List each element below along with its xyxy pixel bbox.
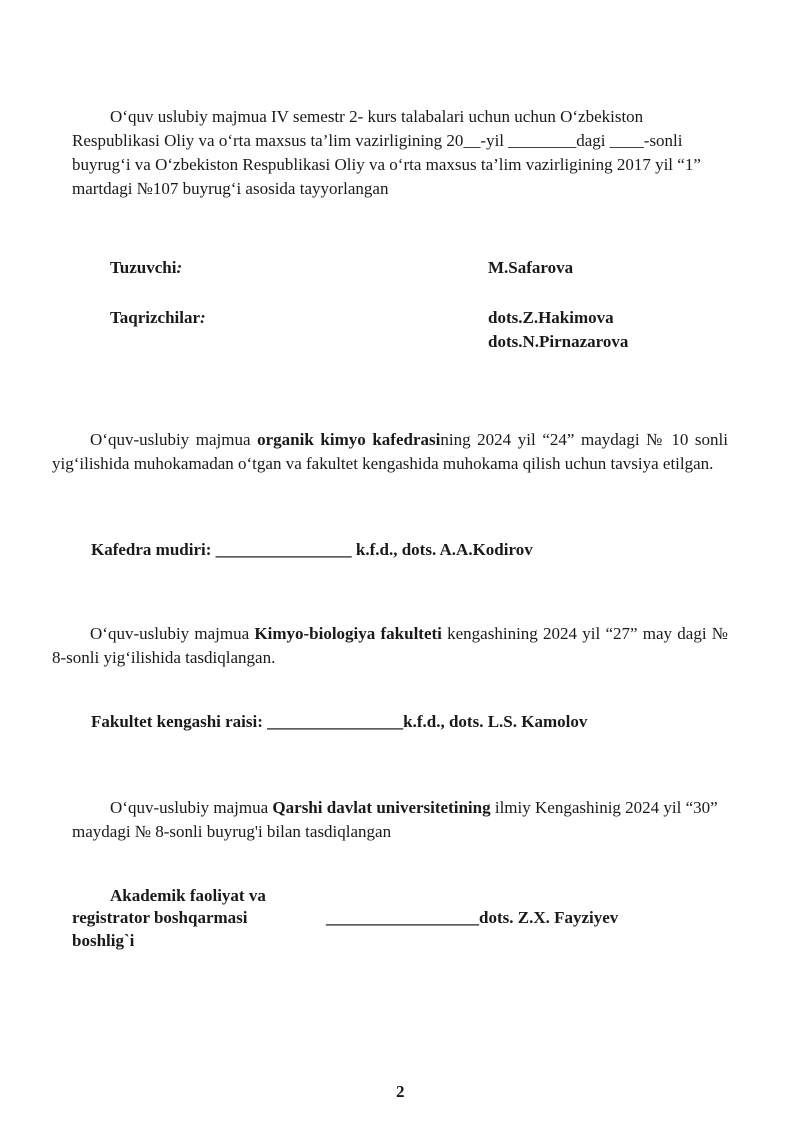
faculty-text-before: O‘quv-uslubiy majmua bbox=[90, 624, 255, 643]
reviewer-name-1: dots.Z.Hakimova bbox=[488, 308, 614, 327]
intro-paragraph bbox=[72, 105, 728, 201]
department-text-before: O‘quv-uslubiy majmua bbox=[90, 430, 258, 449]
university-name: Qarshi davlat universitetining bbox=[272, 798, 491, 817]
department-head-label: Kafedra mudiri: bbox=[91, 540, 216, 559]
academic-head-title-2: registrator boshqarmasi bbox=[72, 908, 248, 927]
department-paragraph bbox=[52, 428, 728, 476]
faculty-text-after: kengashining 2024 yil “27” may dagi № 8-sonli yig‘ilishida tasdiqlangan. bbox=[52, 624, 728, 667]
faculty-head-name: k.f.d., dots. L.S. Kamolov bbox=[403, 712, 588, 731]
compiler-label-block bbox=[110, 256, 182, 280]
page-number: 2 bbox=[396, 1082, 405, 1101]
faculty-head-line bbox=[91, 710, 587, 734]
compiler-colon: : bbox=[176, 258, 183, 277]
reviewers-label: Taqrizchilar bbox=[110, 308, 201, 327]
academic-head-title-1: Akademik faoliyat va bbox=[110, 886, 266, 905]
faculty-name: Kimyo-biologiya fakulteti bbox=[254, 624, 442, 643]
academic-head-signature-line: __________________ bbox=[326, 908, 479, 927]
faculty-head-label: Fakultet kengashi raisi: bbox=[91, 712, 268, 731]
reviewers-label-block bbox=[110, 306, 206, 330]
faculty-paragraph bbox=[52, 622, 728, 670]
compiler-name: M.Safarova bbox=[488, 258, 574, 277]
university-paragraph bbox=[72, 796, 728, 844]
reviewer-name-2: dots.N.Pirnazarova bbox=[488, 332, 629, 351]
department-head-line bbox=[91, 538, 533, 562]
department-text-after: ning 2024 yil “24” maydagi № 10 sonli yig‘ilishida muhokamadan o‘tgan va fakultet kengashida muhokama qilish uchun tavsiya etilgan. bbox=[52, 430, 728, 473]
academic-head-name: dots. Z.X. Fayziyev bbox=[479, 908, 619, 927]
academic-head-title-3: boshlig`i bbox=[72, 931, 135, 950]
department-name: organik kimyo kafedrasi bbox=[257, 430, 441, 449]
university-text-after: ilmiy Kengashinig 2024 yil “30” maydagi № 8-sonli buyrug'i bilan tasdiqlangan bbox=[72, 798, 718, 841]
intro-text: O‘quv uslubiy majmua IV semestr 2- kurs talabalari uchun uchun O‘zbekiston Respublikasi Oliy va o‘rta maxsus ta’lim vazirligining 20__-yil ________dagi ____-sonli buyrug‘i va O‘zbekiston Respublikasi Oliy va o‘rta maxsus ta’lim vazirligining 2017 yil “1” martdagi №107 buyrug‘i asosida tayyorlangan bbox=[72, 107, 701, 198]
department-head-name: k.f.d., dots. A.A.Kodirov bbox=[351, 540, 533, 559]
academic-head-signature bbox=[326, 906, 618, 930]
compiler-label: Tuzuvchi bbox=[110, 258, 177, 277]
university-text-before: O‘quv-uslubiy majmua bbox=[110, 798, 273, 817]
department-head-signature-line: ________________ bbox=[215, 540, 352, 559]
faculty-head-signature-line: ________________ bbox=[267, 712, 404, 731]
reviewers-colon: : bbox=[200, 308, 206, 327]
